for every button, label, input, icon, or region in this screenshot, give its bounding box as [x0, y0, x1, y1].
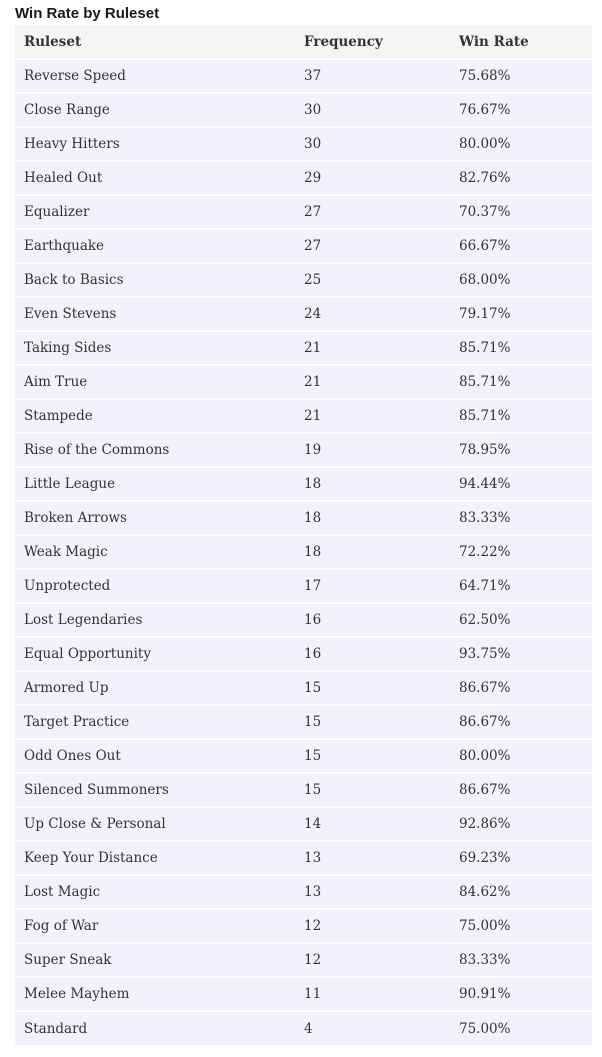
ruleset-cell: Close Range [15, 93, 304, 127]
table-row [15, 467, 592, 501]
frequency-cell: 13 [304, 875, 459, 909]
ruleset-cell: Silenced Summoners [15, 773, 304, 807]
win-rate-cell: 83.33% [459, 501, 592, 535]
table-row [15, 603, 592, 637]
win-rate-cell: 86.67% [459, 671, 592, 705]
ruleset-cell: Little League [15, 467, 304, 501]
frequency-cell: 29 [304, 161, 459, 195]
column-header-ruleset: Ruleset [24, 33, 82, 50]
frequency-cell: 37 [304, 59, 459, 93]
table-row [15, 93, 592, 127]
frequency-cell: 21 [304, 331, 459, 365]
table-row [15, 569, 592, 603]
frequency-cell: 19 [304, 433, 459, 467]
table-row [15, 739, 592, 773]
ruleset-cell: Equal Opportunity [15, 637, 304, 671]
ruleset-cell: Lost Magic [15, 875, 304, 909]
frequency-cell: 17 [304, 569, 459, 603]
table-row [15, 59, 592, 93]
ruleset-cell: Earthquake [15, 229, 304, 263]
frequency-cell: 14 [304, 807, 459, 841]
ruleset-cell: Super Sneak [15, 943, 304, 977]
win-rate-cell: 92.86% [459, 807, 592, 841]
table-row [15, 297, 592, 331]
ruleset-cell: Even Stevens [15, 297, 304, 331]
table-row [15, 535, 592, 569]
ruleset-cell: Heavy Hitters [15, 127, 304, 161]
table-row [15, 229, 592, 263]
win-rate-cell: 70.37% [459, 195, 592, 229]
win-rate-cell: 75.00% [459, 909, 592, 943]
table-row [15, 161, 592, 195]
table-row [15, 943, 592, 977]
table-row [15, 671, 592, 705]
frequency-cell: 18 [304, 467, 459, 501]
win-rate-cell: 85.71% [459, 331, 592, 365]
table-row [15, 433, 592, 467]
ruleset-cell: Keep Your Distance [15, 841, 304, 875]
win-rate-cell: 83.33% [459, 943, 592, 977]
frequency-cell: 4 [304, 1011, 459, 1045]
win-rate-cell: 69.23% [459, 841, 592, 875]
win-rate-cell: 86.67% [459, 773, 592, 807]
win-rate-cell: 66.67% [459, 229, 592, 263]
table-row [15, 501, 592, 535]
win-rate-cell: 72.22% [459, 535, 592, 569]
win-rate-cell: 86.67% [459, 705, 592, 739]
table-row [15, 773, 592, 807]
win-rate-cell: 75.68% [459, 59, 592, 93]
frequency-cell: 15 [304, 705, 459, 739]
frequency-cell: 25 [304, 263, 459, 297]
frequency-cell: 30 [304, 93, 459, 127]
win-rate-cell: 64.71% [459, 569, 592, 603]
table-row [15, 365, 592, 399]
ruleset-cell: Rise of the Commons [15, 433, 304, 467]
frequency-cell: 27 [304, 195, 459, 229]
table-row [15, 977, 592, 1011]
win-rate-cell: 93.75% [459, 637, 592, 671]
table-row [15, 807, 592, 841]
ruleset-cell: Standard [15, 1011, 304, 1045]
table-row [15, 637, 592, 671]
frequency-cell: 24 [304, 297, 459, 331]
table-row [15, 875, 592, 909]
frequency-cell: 11 [304, 977, 459, 1011]
frequency-cell: 15 [304, 773, 459, 807]
ruleset-cell: Fog of War [15, 909, 304, 943]
ruleset-cell: Melee Mayhem [15, 977, 304, 1011]
frequency-cell: 21 [304, 399, 459, 433]
win-rate-cell: 80.00% [459, 739, 592, 773]
table-row [15, 127, 592, 161]
frequency-cell: 15 [304, 739, 459, 773]
table-row [15, 841, 592, 875]
ruleset-cell: Equalizer [15, 195, 304, 229]
ruleset-cell: Healed Out [15, 161, 304, 195]
table-title: Win Rate by Ruleset [15, 5, 160, 22]
ruleset-cell: Lost Legendaries [15, 603, 304, 637]
win-rate-cell: 75.00% [459, 1011, 592, 1045]
win-rate-cell: 80.00% [459, 127, 592, 161]
table-row [15, 263, 592, 297]
ruleset-cell: Target Practice [15, 705, 304, 739]
frequency-cell: 15 [304, 671, 459, 705]
frequency-cell: 13 [304, 841, 459, 875]
table-row [15, 1011, 592, 1045]
win-rate-cell: 85.71% [459, 365, 592, 399]
ruleset-cell: Broken Arrows [15, 501, 304, 535]
ruleset-cell: Up Close & Personal [15, 807, 304, 841]
column-header-win-rate: Win Rate [459, 33, 529, 50]
ruleset-cell: Odd Ones Out [15, 739, 304, 773]
win-rate-cell: 62.50% [459, 603, 592, 637]
win-rate-cell: 94.44% [459, 467, 592, 501]
frequency-cell: 27 [304, 229, 459, 263]
frequency-cell: 18 [304, 535, 459, 569]
ruleset-cell: Reverse Speed [15, 59, 304, 93]
frequency-cell: 16 [304, 603, 459, 637]
frequency-cell: 21 [304, 365, 459, 399]
table [15, 25, 592, 1045]
header-row [15, 25, 592, 59]
table-row [15, 399, 592, 433]
ruleset-cell: Stampede [15, 399, 304, 433]
win-rate-cell: 85.71% [459, 399, 592, 433]
ruleset-cell: Unprotected [15, 569, 304, 603]
win-rate-cell: 68.00% [459, 263, 592, 297]
table-row [15, 705, 592, 739]
win-rate-cell: 76.67% [459, 93, 592, 127]
win-rate-table [15, 25, 592, 1045]
table-body [15, 59, 592, 1045]
frequency-cell: 18 [304, 501, 459, 535]
ruleset-cell: Taking Sides [15, 331, 304, 365]
ruleset-cell: Armored Up [15, 671, 304, 705]
frequency-cell: 30 [304, 127, 459, 161]
frequency-cell: 12 [304, 909, 459, 943]
column-header-frequency: Frequency [304, 33, 383, 50]
table-row [15, 331, 592, 365]
frequency-cell: 12 [304, 943, 459, 977]
win-rate-cell: 82.76% [459, 161, 592, 195]
ruleset-cell: Back to Basics [15, 263, 304, 297]
frequency-cell: 16 [304, 637, 459, 671]
win-rate-cell: 78.95% [459, 433, 592, 467]
win-rate-cell: 90.91% [459, 977, 592, 1011]
table-row [15, 909, 592, 943]
table-header [15, 25, 592, 59]
win-rate-cell: 79.17% [459, 297, 592, 331]
ruleset-cell: Weak Magic [15, 535, 304, 569]
table-row [15, 195, 592, 229]
ruleset-cell: Aim True [15, 365, 304, 399]
win-rate-cell: 84.62% [459, 875, 592, 909]
